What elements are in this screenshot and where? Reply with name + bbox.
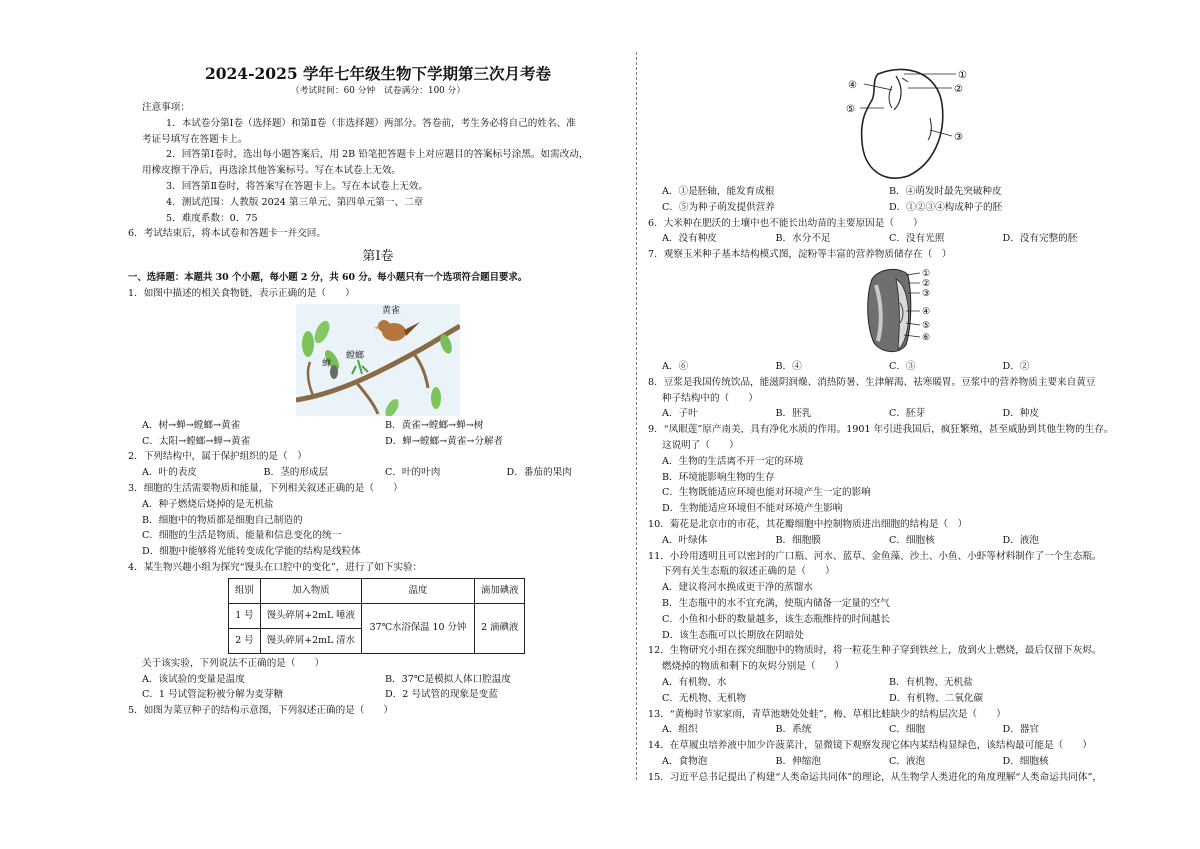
option-a[interactable]: A．树→蝉→螳螂→黄雀 bbox=[142, 419, 241, 431]
option-d[interactable]: D．有机物、二氧化碳 bbox=[889, 692, 984, 704]
option-a[interactable]: A．种子燃烧后烧掉的是无机盐 bbox=[142, 498, 274, 510]
bean-label-2: ② bbox=[954, 84, 963, 95]
table-header: 滴加碘液 bbox=[474, 578, 525, 603]
question-stem: 1．如图中描述的相关食物链，表示正确的是（ ） bbox=[128, 287, 355, 299]
question-stem-cont: 燃烧掉的物质和剩下的灰烬分别是（ ） bbox=[662, 661, 845, 673]
table-cell: 2 号 bbox=[229, 628, 261, 653]
option-a[interactable]: A．子叶 bbox=[662, 408, 698, 420]
options bbox=[648, 580, 1116, 643]
option-c[interactable]: C．⑤为种子萌发提供营养 bbox=[662, 201, 775, 213]
corn-seed-figure bbox=[862, 265, 942, 357]
table-cell: 1 号 bbox=[229, 603, 261, 628]
option-a[interactable]: A．食物泡 bbox=[662, 755, 708, 767]
option-d[interactable]: D．番茄的果肉 bbox=[506, 467, 572, 479]
option-c[interactable]: C．太阳→螳螂→蝉→黄雀 bbox=[142, 435, 251, 447]
option-d[interactable]: D．细胞核 bbox=[1002, 755, 1049, 767]
option-d[interactable]: D．该生态瓶可以长期放在阴暗处 bbox=[662, 629, 805, 641]
question-stem: 14．在草履虫培养液中加少许菠菜汁，显微镜下观察发现它体内某结构显绿色，该结构最可能是（ ） bbox=[648, 740, 1092, 752]
option-a[interactable]: A．有机物、水 bbox=[662, 676, 727, 688]
question-12 bbox=[648, 643, 1116, 706]
bean-label-1: ① bbox=[958, 70, 967, 81]
question-7 bbox=[648, 247, 1116, 375]
notice-item-1: 1．本试卷分第Ⅰ卷（选择题）和第Ⅱ卷（非选择题）两部分。答卷前，考生务必将自己的姓名、准 bbox=[166, 117, 576, 129]
question-6 bbox=[648, 216, 1116, 248]
options bbox=[128, 672, 628, 704]
option-a[interactable]: A．①是胚轴，能发育成根 bbox=[662, 186, 775, 197]
option-a[interactable]: A．生物的生活离不开一定的环境 bbox=[662, 455, 804, 467]
option-d[interactable]: D．①②③④构成种子的胚 bbox=[889, 201, 1003, 213]
notice-heading: 注意事项： bbox=[142, 102, 190, 113]
question-stem: 7．观察玉米种子基本结构模式图，淀粉等丰富的营养物质储存在（ ） bbox=[648, 249, 952, 261]
question-11 bbox=[648, 549, 1116, 644]
option-c[interactable]: C．细胞核 bbox=[889, 534, 935, 546]
bean-label-3: ③ bbox=[954, 132, 963, 143]
option-b[interactable]: B．胚乳 bbox=[775, 408, 812, 420]
label-mantis: 螳螂 bbox=[346, 350, 365, 361]
options bbox=[648, 533, 1116, 549]
options bbox=[128, 497, 628, 560]
corn-label-1: ① bbox=[922, 268, 931, 279]
left-column bbox=[128, 62, 628, 719]
option-b[interactable]: B．④萌发时最先突破种皮 bbox=[889, 186, 1002, 197]
section-title: 第Ⅰ卷 bbox=[362, 249, 394, 265]
option-b[interactable]: B．细胞中的物质都是细胞自己制造的 bbox=[142, 514, 303, 526]
question-substem: 关于该实验，下列说法不正确的是（ ） bbox=[142, 657, 325, 669]
question-stem: 12．生物研究小组在探究细胞中的物质时，将一粒花生种子穿到铁丝上，放到火上燃烧，最后仅留下灰烬。 bbox=[648, 645, 1102, 657]
corn-label-5: ⑤ bbox=[922, 320, 931, 331]
option-b[interactable]: B．系统 bbox=[775, 724, 812, 736]
option-b[interactable]: B．茎的形成层 bbox=[263, 467, 329, 479]
option-a[interactable]: A．建议将河水换成更干净的蒸馏水 bbox=[662, 582, 813, 594]
option-d[interactable]: D．器官 bbox=[1002, 724, 1039, 736]
question-stem: 4．某生物兴趣小组为探究“馒头在口腔中的变化”，进行了如下实验： bbox=[128, 561, 423, 573]
question-stem: 9．“凤眼莲”原产南美，具有净化水质的作用。1901 年引进我国后，疯狂繁殖，甚至威胁到其他生物的生存。 bbox=[648, 424, 1114, 436]
column-divider bbox=[636, 52, 637, 780]
notice-item-1-cont: 考证号填写在答题卡上。 bbox=[142, 133, 248, 145]
option-c[interactable]: C．③ bbox=[889, 360, 916, 372]
notice-item-3: 3．回答第Ⅱ卷时，将答案写在答题卡上。写在本试卷上无效。 bbox=[166, 180, 429, 192]
options bbox=[648, 675, 1116, 707]
option-c[interactable]: C．无机物、无机物 bbox=[662, 692, 747, 704]
notice-item-2-cont: 用橡皮擦干净后，再选涂其他答案标号。写在本试卷上无效。 bbox=[142, 165, 402, 177]
right-column bbox=[648, 62, 1116, 786]
question-stem: 5．如图为菜豆种子的结构示意图，下列叙述正确的是（ ） bbox=[128, 705, 394, 717]
options bbox=[648, 359, 1116, 375]
option-b[interactable]: B．有机物、无机盐 bbox=[889, 676, 973, 688]
option-d[interactable]: D．液泡 bbox=[1002, 534, 1039, 546]
question-14 bbox=[648, 738, 1116, 770]
option-a[interactable]: A．⑥ bbox=[662, 360, 689, 372]
options bbox=[648, 454, 1116, 517]
question-stem: 11．小玲用透明且可以密封的广口瓶、河水、蓝草、金鱼藻、沙土、小鱼、小虾等材料制作了一个生态瓶。 bbox=[648, 550, 1102, 562]
label-cicada: 蝉 bbox=[322, 358, 332, 369]
option-c[interactable]: C．胚芽 bbox=[889, 408, 926, 420]
option-c[interactable]: C．液泡 bbox=[889, 755, 926, 767]
options bbox=[648, 722, 1116, 738]
option-d[interactable]: D．② bbox=[1002, 360, 1030, 372]
bean-label-5: ⑤ bbox=[846, 104, 855, 115]
notice-item-2: 2．回答第Ⅰ卷时，选出每小题答案后，用 2B 铅笔把答题卡上对应题目的答案标号涂黑。如需改动， bbox=[166, 149, 589, 161]
question-stem: 3．细胞的生活需要物质和能量，下列相关叙述正确的是（ ） bbox=[128, 482, 403, 494]
question-5-options bbox=[648, 184, 1116, 216]
question-2 bbox=[128, 449, 628, 481]
bean-label-4: ④ bbox=[848, 80, 857, 91]
notice-item-6: 6．考试结束后，将本试卷和答题卡一并交回。 bbox=[128, 228, 326, 240]
option-d[interactable]: D．蝉→螳螂→黄雀→分解者 bbox=[385, 435, 504, 447]
question-stem-cont: 这说明了（ ） bbox=[662, 439, 739, 451]
notice-item-5: 5．难度系数：0．75 bbox=[166, 212, 258, 224]
question-stem: 13．“黄梅时节家家雨，青草池塘处处蛙”，梅、草相比蛙缺少的结构层次是（ ） bbox=[648, 708, 1006, 720]
section-intro: 一、选择题：本题共 30 个小题，每小题 2 分，共 60 分。每小题只有一个选项符合题目要求。 bbox=[128, 272, 528, 284]
options bbox=[128, 465, 628, 481]
experiment-table bbox=[228, 578, 525, 654]
option-b[interactable]: B．37℃是模拟人体口腔温度 bbox=[385, 673, 511, 685]
option-c[interactable]: C．小鱼和小虾的数量越多，该生态瓶维持的时间越长 bbox=[662, 613, 890, 625]
option-d[interactable]: D．2 号试管的现象是变蓝 bbox=[385, 689, 498, 701]
option-c[interactable]: C．细胞的生活是物质、能量和信息变化的统一 bbox=[142, 530, 342, 542]
question-4 bbox=[128, 560, 628, 703]
corn-label-6: ⑥ bbox=[922, 332, 931, 343]
table-header: 温度 bbox=[361, 578, 474, 603]
corn-label-2: ② bbox=[922, 278, 931, 289]
question-stem: 2．下列结构中，属于保护组织的是（ ） bbox=[128, 451, 307, 463]
option-c[interactable]: C．生物既能适应环境也能对环境产生一定的影响 bbox=[662, 487, 871, 499]
question-stem-cont: 下列有关生态瓶的叙述正确的是（ ） bbox=[662, 566, 835, 578]
question-stem: 15．习近平总书记提出了构建“人类命运共同体”的理论，从生物学人类进化的角度理解“人类命运共同体”， bbox=[648, 771, 1102, 783]
notice-block bbox=[128, 100, 628, 226]
option-d[interactable]: D．生物能适应环境但不能对环境产生影响 bbox=[662, 503, 843, 515]
table-header: 组别 bbox=[229, 578, 261, 603]
question-stem: 8．豆浆是我国传统饮品，能滋阴润燥、消热防暑、生津解渴、祛寒暖胃。豆浆中的营养物质主要来自黄豆 bbox=[648, 376, 1096, 388]
option-a[interactable]: A．该试验的变量是温度 bbox=[142, 673, 245, 685]
exam-subtitle: （考试时间：60 分钟 试卷满分：100 分） bbox=[290, 86, 466, 96]
option-a[interactable]: A．叶的表皮 bbox=[142, 467, 197, 479]
label-oriole: 黄雀 bbox=[382, 305, 401, 316]
option-b[interactable]: B．水分不足 bbox=[775, 233, 831, 245]
option-c[interactable]: C．1 号试管淀粉被分解为麦芽糖 bbox=[142, 689, 284, 701]
table-cell-iodine: 2 滴碘液 bbox=[474, 603, 525, 653]
corn-label-4: ④ bbox=[922, 306, 931, 317]
notice-item-4: 4．测试范围：人教版 2024 第三单元、第四单元第一、二章 bbox=[166, 196, 424, 208]
options bbox=[128, 418, 628, 450]
question-3 bbox=[128, 481, 628, 560]
options bbox=[648, 754, 1116, 770]
table-cell: 馒头碎屑+2mL 清水 bbox=[260, 628, 361, 653]
option-a[interactable]: A．组织 bbox=[662, 724, 698, 736]
table-cell-temperature: 37℃水浴保温 10 分钟 bbox=[361, 603, 474, 653]
option-d[interactable]: D．种皮 bbox=[1002, 408, 1039, 420]
option-a[interactable]: A．没有种皮 bbox=[662, 233, 717, 245]
question-13 bbox=[648, 707, 1116, 739]
option-b[interactable]: B．伸缩泡 bbox=[775, 755, 821, 767]
corn-label-3: ③ bbox=[922, 288, 931, 299]
question-8 bbox=[648, 375, 1116, 422]
options bbox=[648, 231, 1116, 247]
food-chain-figure bbox=[296, 304, 460, 416]
option-d[interactable]: D．细胞中能够将光能转变成化学能的结构是线粒体 bbox=[142, 546, 361, 558]
bean-seed-figure bbox=[838, 64, 978, 182]
option-c[interactable]: C．细胞 bbox=[889, 724, 926, 736]
exam-title: 2024-2025 学年七年级生物下学期第三次月考卷 bbox=[204, 64, 552, 83]
options bbox=[648, 406, 1116, 422]
option-a[interactable]: A．叶绿体 bbox=[662, 534, 708, 546]
option-c[interactable]: C．没有光照 bbox=[889, 233, 945, 245]
question-stem: 10．菊花是北京市的市花，其花瓣细胞中控制物质进出细胞的结构是（ ） bbox=[648, 518, 968, 530]
question-stem-cont: 种子结构中的（ ） bbox=[662, 392, 758, 404]
option-b[interactable]: B．细胞膜 bbox=[775, 534, 821, 546]
option-c[interactable]: C．叶的叶肉 bbox=[385, 467, 441, 479]
option-b[interactable]: B．环境能影响生物的生存 bbox=[662, 471, 775, 483]
question-15 bbox=[648, 770, 1116, 786]
option-b[interactable]: B．黄雀→螳螂→蝉→树 bbox=[385, 419, 484, 431]
table-header: 加入物质 bbox=[260, 578, 361, 603]
option-d[interactable]: D．没有完整的胚 bbox=[1002, 233, 1078, 245]
question-1 bbox=[128, 286, 628, 449]
option-b[interactable]: B．生态瓶中的水不宜充满，使瓶内储备一定量的空气 bbox=[662, 597, 890, 609]
question-10 bbox=[648, 517, 1116, 549]
question-stem: 6．大米种在肥沃的土壤中也不能长出幼苗的主要原因是（ ） bbox=[648, 217, 923, 229]
option-b[interactable]: B．④ bbox=[775, 360, 802, 372]
table-cell: 馒头碎屑+2mL 唾液 bbox=[260, 603, 361, 628]
question-5 bbox=[128, 703, 628, 719]
question-9 bbox=[648, 422, 1116, 517]
